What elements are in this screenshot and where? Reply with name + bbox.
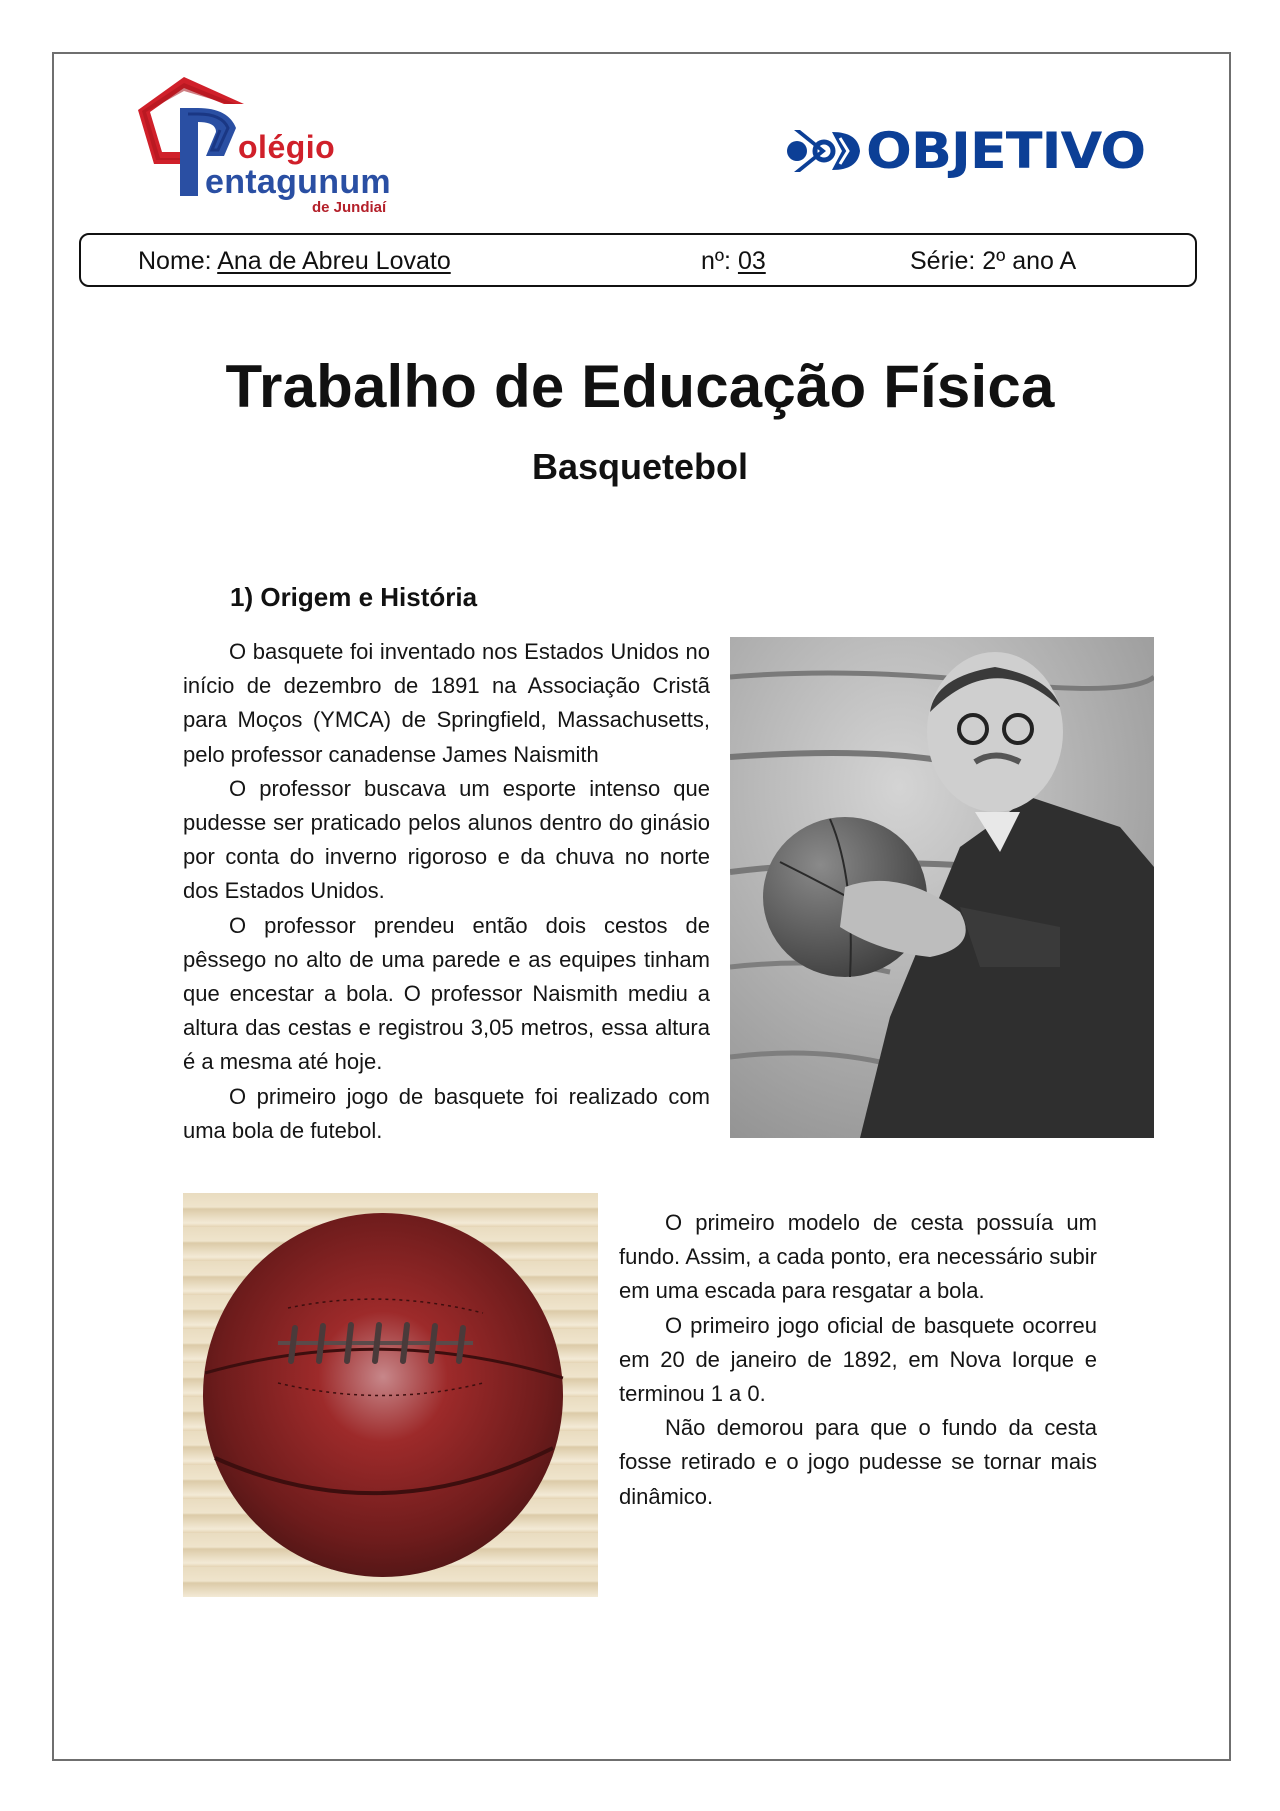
student-series-field xyxy=(910,247,1076,276)
paragraph: O primeiro modelo de cesta possuía um fundo. Assim, a cada ponto, era necessário subir em uma escada para resgatar a bola. xyxy=(619,1210,1097,1304)
page-subtitle: Basquetebol xyxy=(531,446,749,487)
student-number-field xyxy=(701,247,766,276)
paragraph: O professor buscava um esporte intenso que pudesse ser praticado pelos alunos dentro do ginásio por conta do inverno rigoroso e da chuva no norte dos Estados Unidos. xyxy=(183,775,710,904)
objetivo-logo xyxy=(786,122,1146,180)
student-name-field xyxy=(138,247,451,276)
name-label: Nome: xyxy=(138,247,218,275)
logo-text-jundiai: de Jundiaí xyxy=(312,199,387,216)
vintage-basketball-illustration xyxy=(183,1193,598,1597)
series-label: Série: xyxy=(910,247,983,275)
vintage-basketball-image xyxy=(183,1193,598,1597)
number-label: nº: xyxy=(701,247,738,275)
objetivo-chevron-icon xyxy=(786,128,864,174)
left-text-column xyxy=(183,635,710,1148)
paragraph: O professor prendeu então dois cestos de pêssego no alto de uma parede e as equipes tinham que encestar a bola. O professor Naismith mediu a altura das cestas e registrou 3,05 metros, essa altura é a mesma até hoje. xyxy=(183,912,710,1075)
naismith-photo-illustration xyxy=(730,637,1154,1138)
student-name-value: Ana de Abreu Lovato xyxy=(217,247,451,275)
naismith-photo xyxy=(730,637,1154,1138)
paragraph: O primeiro jogo de basquete foi realizado com uma bola de futebol. xyxy=(183,1083,710,1143)
logo-text-olegio: olégio xyxy=(238,129,336,165)
student-number-value: 03 xyxy=(737,247,766,275)
page-title: Trabalho de Educação Física xyxy=(225,353,1055,420)
paragraph: O basquete foi inventado nos Estados Unidos no início de dezembro de 1891 na Associação Cristã para Moços (YMCA) de Springfield, Massachusetts, pelo professor canadense James Naismith xyxy=(183,639,710,767)
logo-text-entagunum: entagunum xyxy=(205,163,391,201)
student-info-box xyxy=(79,233,1197,287)
section-heading: 1) Origem e História xyxy=(230,582,478,612)
right-text-column xyxy=(619,1206,1097,1514)
paragraph: Não demorou para que o fundo da cesta fosse retirado e o jogo pudesse se tornar mais dinâmico. xyxy=(619,1415,1097,1509)
student-series-value: 2º ano A xyxy=(982,247,1077,275)
objetivo-wordmark: OBJETIVO xyxy=(866,122,1146,180)
paragraph: O primeiro jogo oficial de basquete ocorreu em 20 de janeiro de 1892, em Nova Iorque e terminou 1 a 0. xyxy=(619,1312,1097,1407)
colegio-pentagunum-logo xyxy=(132,72,412,222)
